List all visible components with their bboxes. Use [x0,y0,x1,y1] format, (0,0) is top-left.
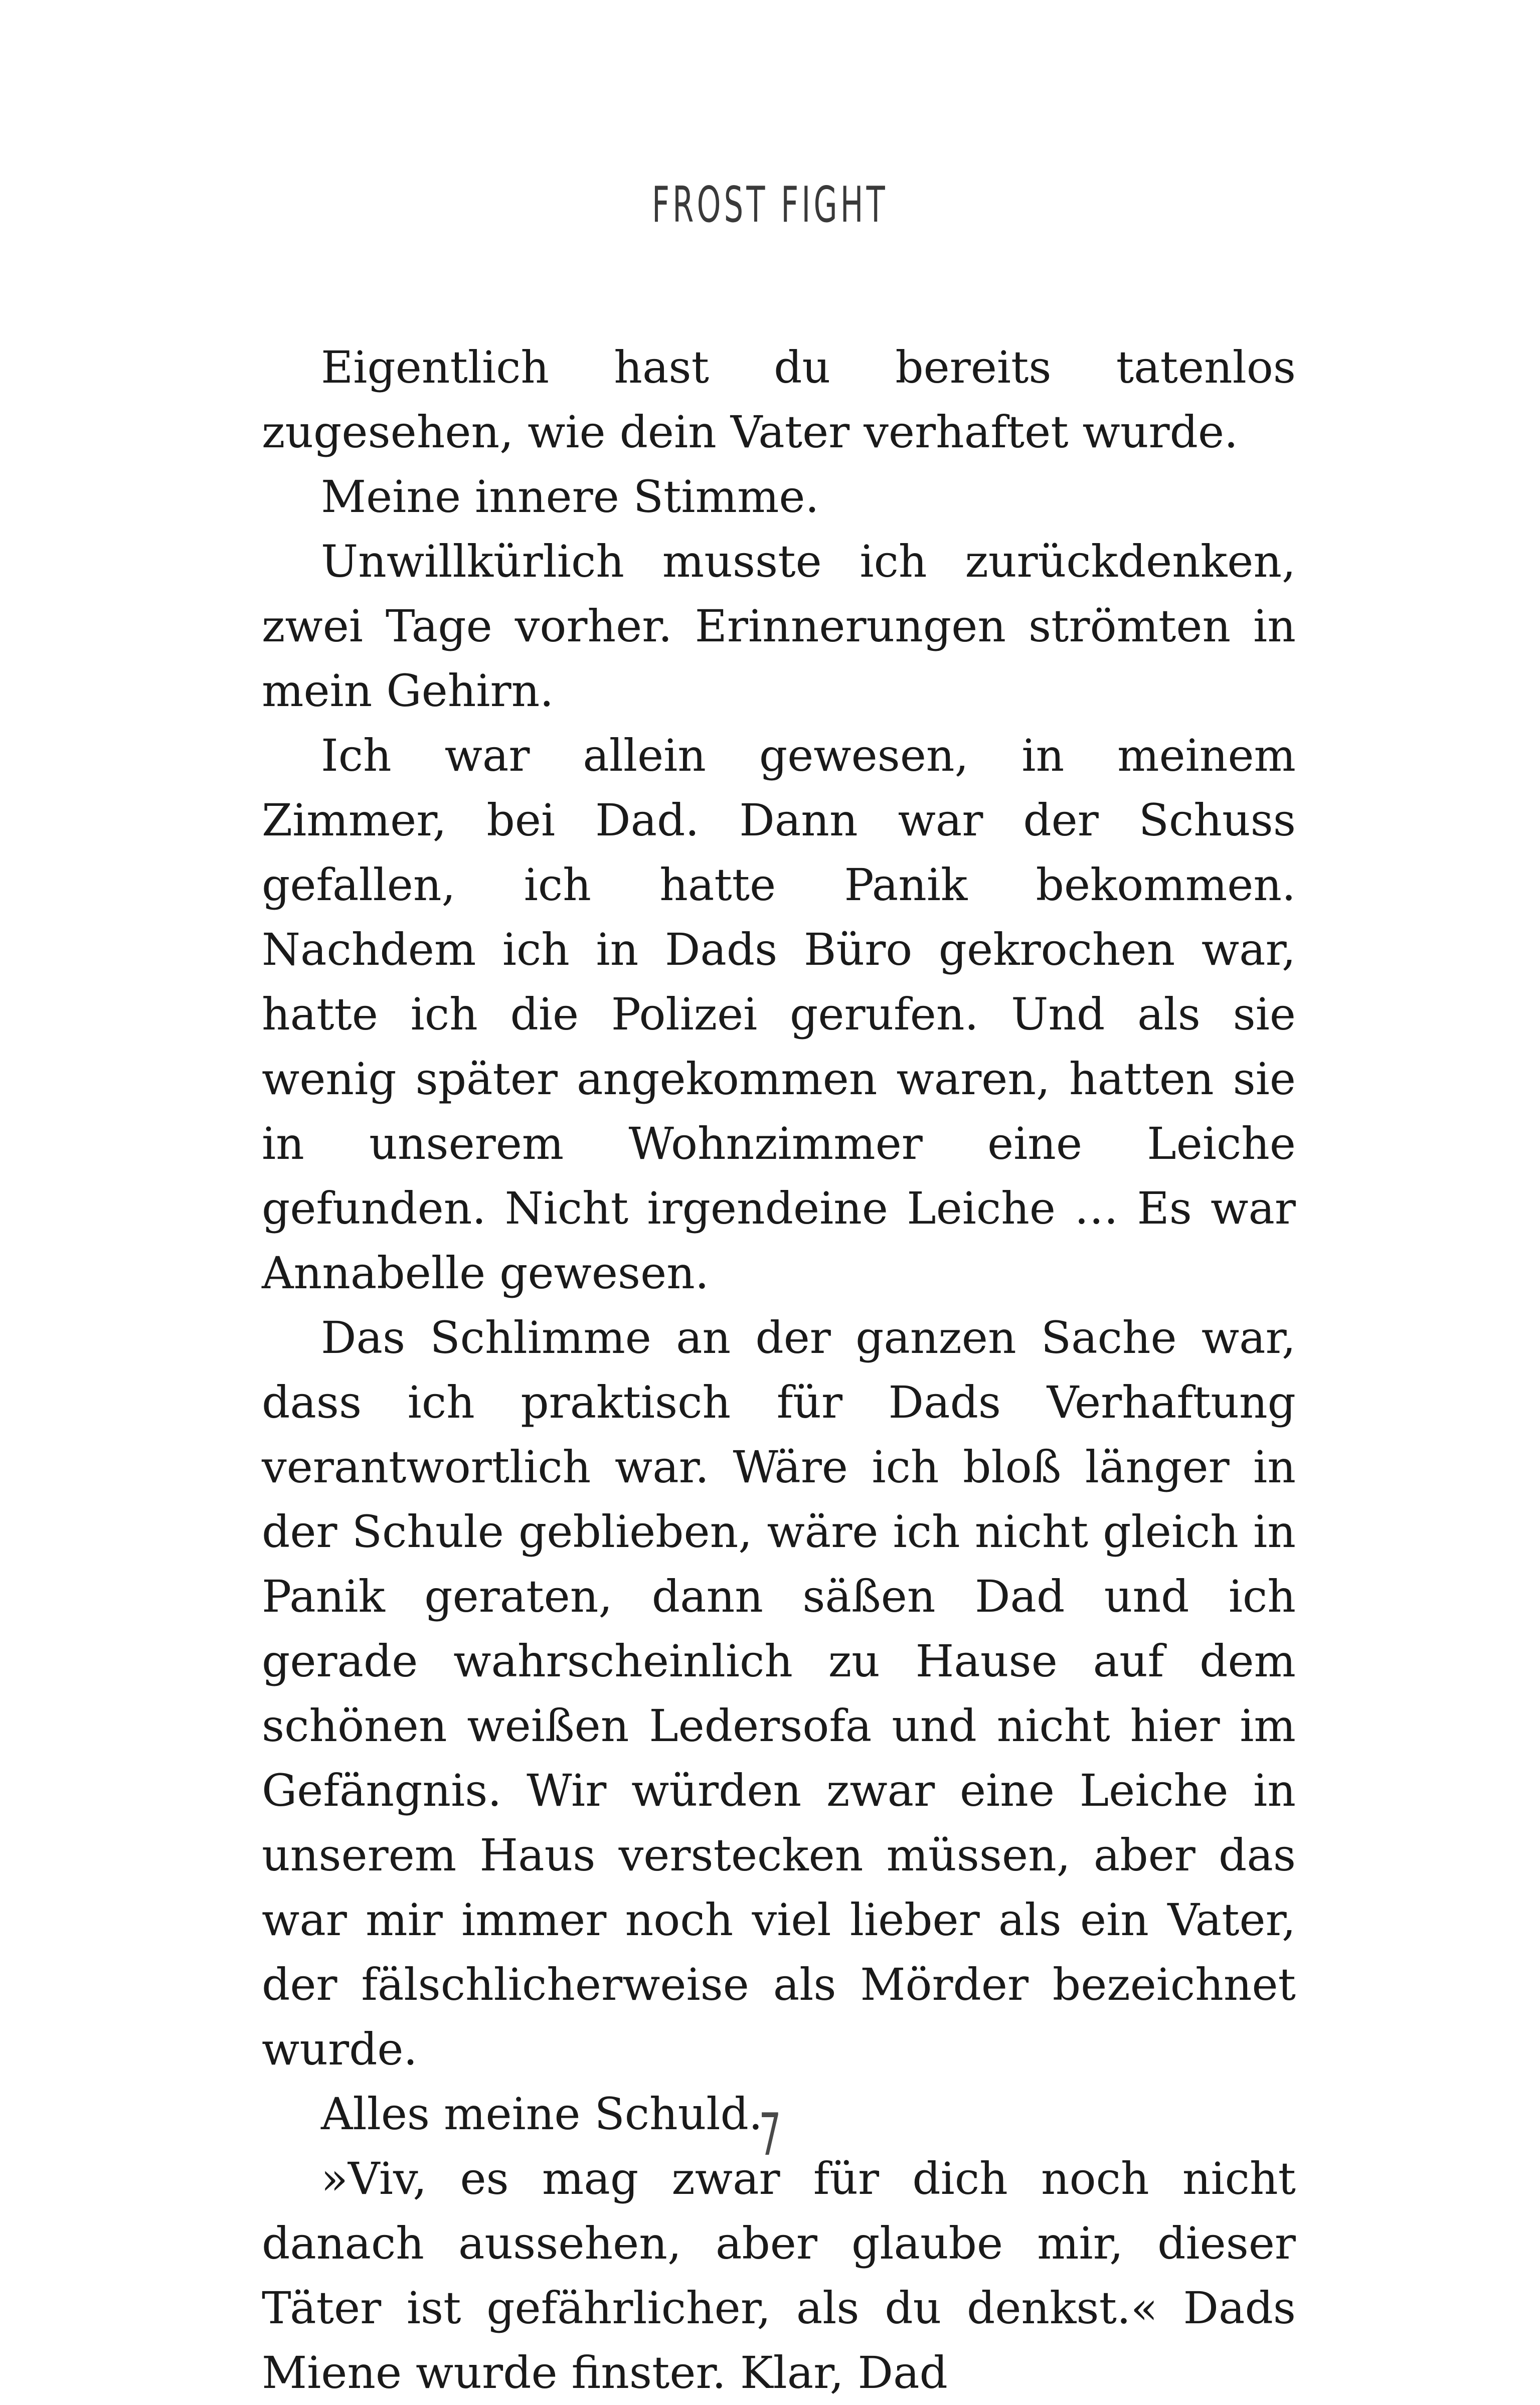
paragraph: Ich war allein gewesen, in meinem Zimmer, bei Dad. Dann war der Schuss gefallen, ich hatte Panik bekommen. Nachdem ich in Dads Büro gekrochen war, hatte ich die Polizei gerufen. Und als sie wenig später angekommen waren, hatten sie in unserem Wohnzimmer eine Leiche gefunden. Nicht irgendeine Leiche … Es war Annabelle gewesen. [262,730,1296,1299]
running-header-title: FROST FIGHT [652,177,888,234]
paragraph: Das Schlimme an der ganzen Sache war, dass ich praktisch für Dads Verhaftung verantwortlich war. Wäre ich bloß länger in der Schule geblieben, wäre ich nicht gleich in Panik geraten, dann säßen Dad und ich gerade wahrscheinlich zu Hause auf dem schönen weißen Ledersofa und nicht hier im Gefängnis. Wir würden zwar eine Leiche in unserem Haus verstecken müssen, aber das war mir immer noch viel lieber als ein Vater, der fälschlicherweise als Mörder bezeichnet wurde. [262,1312,1296,2075]
body-text [262,335,1296,2405]
page-number: 7 [759,2101,781,2169]
paragraph: Eigentlich hast du bereits tatenlos zugesehen, wie dein Vater verhaftet wurde. [262,341,1296,458]
paragraph: Alles meine Schuld. [321,2088,763,2140]
paragraph: »Viv, es mag zwar für dich noch nicht danach aussehen, aber glaube mir, dieser Täter ist gefährlicher, als du denkst.« Dads Miene wurde finster. Klar, Dad [262,2153,1296,2398]
paragraph: Unwillkürlich musste ich zurückdenken, zwei Tage vorher. Erinnerungen strömten in mein Gehirn. [262,536,1296,717]
paragraph: Meine innere Stimme. [321,471,819,523]
